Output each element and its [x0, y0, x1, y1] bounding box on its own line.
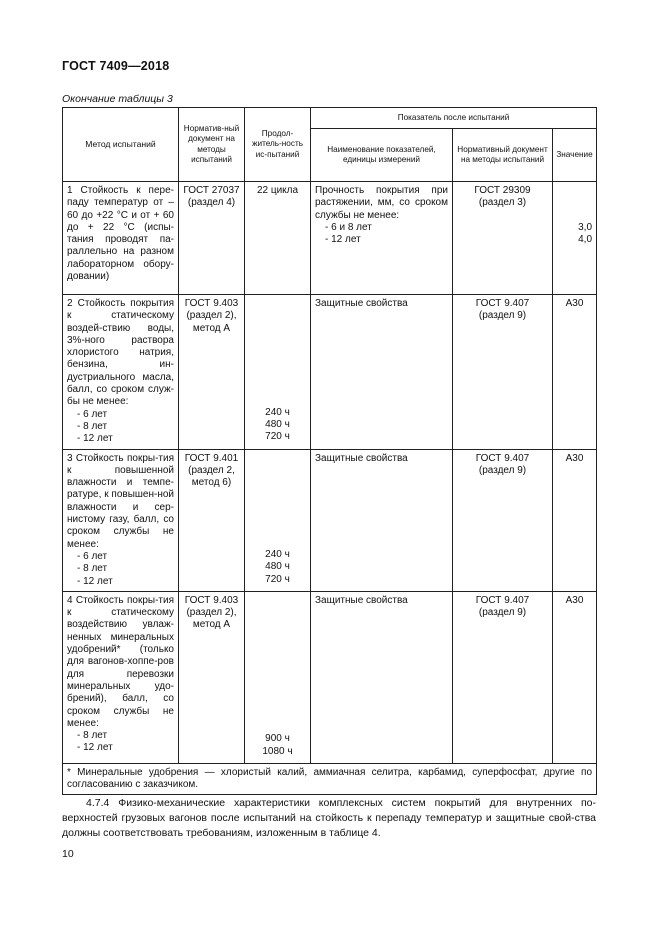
value-item: А30	[565, 298, 584, 309]
method-text: 1 Стойкость к пере-паду температур от – 60 до +22 °С и от + 60 до + 22 °С (испы-тания проводят па-раллельно на разном лабораторном обору-довании)	[67, 185, 174, 283]
header-indicator-name: Наименование показателей, единицы измерений	[311, 129, 453, 182]
table-caption: Окончание таблицы 3	[62, 93, 173, 105]
method-text: 3 Стойкость покры-тия к повышенной влажности и темпе-ратуре, к повышен-ной влажности и сер-нистому газу, балл, со сроком службы не менее:	[67, 452, 174, 550]
duration-item: 480 ч	[265, 561, 290, 573]
duration-item: 240 ч	[265, 406, 290, 418]
method-term-item: - 8 лет	[77, 563, 108, 575]
table-row	[63, 295, 597, 450]
header-indicator-group: Показатель после испытаний	[311, 108, 597, 129]
cell-indicator-doc: ГОСТ 9.407 (раздел 9)	[453, 295, 553, 450]
duration-item: 1080 ч	[262, 745, 293, 757]
duration-item: 720 ч	[265, 573, 290, 585]
value-item: 4,0	[578, 234, 593, 246]
cell-indicator-doc: ГОСТ 9.407 (раздел 9)	[453, 591, 553, 763]
duration-item: 720 ч	[265, 431, 290, 443]
results-table	[62, 107, 597, 795]
cell-indicator	[311, 591, 453, 763]
header-duration: Продол-житель-ность ис-пытаний	[245, 108, 311, 182]
cell-indicator	[311, 182, 453, 295]
duration-item: 240 ч	[265, 548, 290, 560]
document-header: ГОСТ 7409—2018	[62, 59, 170, 73]
indicator-text: Прочность покрытия при растяжении, мм, со сроком службы не менее:	[315, 185, 448, 221]
cell-value	[553, 449, 597, 591]
method-term-item: - 6 лет	[77, 550, 108, 562]
cell-indicator	[311, 449, 453, 591]
cell-duration	[245, 182, 311, 295]
indicator-text: Защитные свойства	[315, 298, 408, 309]
duration-item: 480 ч	[265, 418, 290, 430]
duration-text: 22 цикла	[256, 185, 299, 196]
indicator-text: Защитные свойства	[315, 594, 408, 606]
header-value: Значение	[553, 129, 597, 182]
cell-value	[553, 591, 597, 763]
indicator-text: Защитные свойства	[315, 452, 408, 464]
indicator-term-item: - 12 лет	[325, 234, 361, 246]
value-item: А30	[565, 594, 584, 606]
header-normative: Норматив-ный документ на методы испытаний	[179, 108, 245, 182]
cell-method	[63, 182, 179, 295]
table-row	[63, 449, 597, 591]
method-term-item: - 12 лет	[77, 742, 113, 754]
table-row	[63, 591, 597, 763]
cell-normative: ГОСТ 9.401 (раздел 2, метод 6)	[179, 449, 245, 591]
method-term-item: - 6 лет	[77, 408, 108, 420]
cell-duration	[245, 449, 311, 591]
cell-indicator-doc: ГОСТ 29309 (раздел 3)	[453, 182, 553, 295]
header-method: Метод испытаний	[63, 108, 179, 182]
cell-value	[553, 182, 597, 295]
value-spacer	[557, 185, 592, 222]
cell-duration	[245, 295, 311, 450]
method-term-item: - 12 лет	[77, 433, 113, 445]
table-footnote: * Минеральные удобрения — хлористый калий, аммиачная селитра, карбамид, суперфосфат, другие по согласованию с заказчиком.	[63, 763, 597, 795]
duration-item: 900 ч	[265, 733, 290, 745]
indicator-term-item: - 6 и 8 лет	[325, 221, 372, 233]
value-item: 3,0	[578, 222, 593, 233]
method-term-item: - 8 лет	[77, 420, 108, 432]
cell-normative: ГОСТ 9.403 (раздел 2), метод А	[179, 591, 245, 763]
method-term-item: - 12 лет	[77, 575, 113, 587]
cell-value	[553, 295, 597, 450]
cell-normative: ГОСТ 27037 (раздел 4)	[179, 182, 245, 295]
cell-indicator	[311, 295, 453, 450]
value-item: А30	[565, 452, 584, 464]
cell-method	[63, 295, 179, 450]
cell-method	[63, 591, 179, 763]
method-text: 2 Стойкость покрытия к статическому воздей-ствию воды, 3%-ного раствора хлористого натрия, бензина, ин-дустриального масла, балл, со сроком служ-бы не менее:	[67, 298, 174, 408]
cell-indicator-doc: ГОСТ 9.407 (раздел 9)	[453, 449, 553, 591]
table-row	[63, 182, 597, 295]
method-term-item: - 8 лет	[77, 730, 108, 742]
cell-method	[63, 449, 179, 591]
cell-duration	[245, 591, 311, 763]
paragraph-4-7-4: 4.7.4 Физико-механические характеристики комплексных систем покрытий для внутренних по-верхностей грузовых вагонов после испытаний на стойкость к перепаду температур и защитные свой-ства должны соответствовать требованиям, изложенным в таблице 4.	[62, 797, 596, 839]
header-indicator-doc: Нормативный документ на методы испытаний	[453, 129, 553, 182]
page-number: 10	[62, 848, 74, 860]
cell-normative: ГОСТ 9.403 (раздел 2), метод А	[179, 295, 245, 450]
method-text: 4 Стойкость покры-тия к статическому воздействию увлаж-ненных минеральных удобрений* (только для вагонов-хоппе-ров для перевозки минеральных удо-брений), балл, со сроком службы не менее:	[67, 594, 174, 729]
